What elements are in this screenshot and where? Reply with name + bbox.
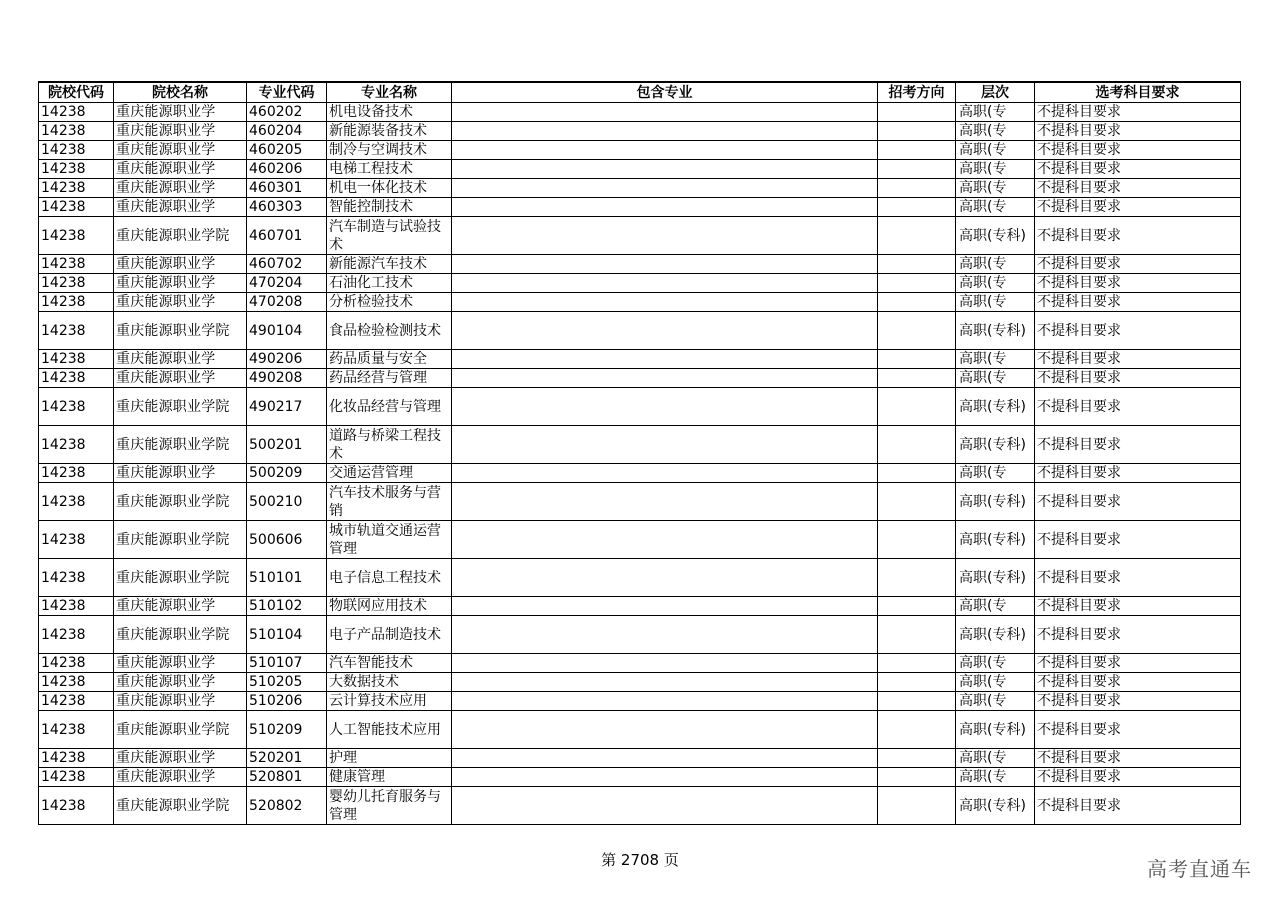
cell-included-majors [452,749,878,768]
cell-school-code: 14238 [39,521,114,559]
cell-major-code: 460206 [247,160,327,179]
cell-included-majors [452,673,878,692]
cell-major-code: 520801 [247,768,327,787]
cell-included-majors [452,217,878,255]
cell-major-code: 460204 [247,122,327,141]
cell-level: 高职(专 [956,369,1035,388]
cell-direction [878,141,956,160]
cell-subject-requirement: 不提科目要求 [1035,160,1241,179]
table-row [39,122,1241,141]
cell-subject-requirement: 不提科目要求 [1035,768,1241,787]
cell-school-code: 14238 [39,426,114,464]
table-row [39,255,1241,274]
cell-school-name: 重庆能源职业学 [114,692,247,711]
cell-included-majors [452,521,878,559]
table-row [39,312,1241,350]
cell-included-majors [452,654,878,673]
cell-major-name: 汽车技术服务与营销 [327,483,452,521]
cell-school-name: 重庆能源职业学 [114,274,247,293]
cell-level: 高职(专科) [956,426,1035,464]
cell-included-majors [452,483,878,521]
cell-school-name: 重庆能源职业学院 [114,217,247,255]
cell-direction [878,616,956,654]
table-row [39,160,1241,179]
cell-subject-requirement: 不提科目要求 [1035,597,1241,616]
cell-school-name: 重庆能源职业学 [114,141,247,160]
cell-subject-requirement: 不提科目要求 [1035,103,1241,122]
cell-subject-requirement: 不提科目要求 [1035,369,1241,388]
cell-subject-requirement: 不提科目要求 [1035,217,1241,255]
cell-direction [878,711,956,749]
cell-level: 高职(专 [956,768,1035,787]
cell-included-majors [452,597,878,616]
cell-major-code: 510102 [247,597,327,616]
cell-subject-requirement: 不提科目要求 [1035,388,1241,426]
cell-included-majors [452,293,878,312]
cell-school-code: 14238 [39,179,114,198]
cell-major-name: 道路与桥梁工程技术 [327,426,452,464]
cell-major-code: 490206 [247,350,327,369]
cell-school-code: 14238 [39,160,114,179]
cell-major-code: 500209 [247,464,327,483]
header-school-code: 院校代码 [39,82,114,103]
table-row [39,103,1241,122]
cell-level: 高职(专 [956,293,1035,312]
cell-major-name: 人工智能技术应用 [327,711,452,749]
header-direction: 招考方向 [878,82,956,103]
cell-subject-requirement: 不提科目要求 [1035,692,1241,711]
cell-major-code: 460205 [247,141,327,160]
table-row [39,787,1241,825]
cell-school-name: 重庆能源职业学院 [114,426,247,464]
cell-major-name: 婴幼儿托育服务与管理 [327,787,452,825]
cell-major-code: 460701 [247,217,327,255]
table-row [39,692,1241,711]
cell-school-code: 14238 [39,103,114,122]
table-row [39,141,1241,160]
cell-direction [878,464,956,483]
cell-major-code: 500201 [247,426,327,464]
cell-included-majors [452,122,878,141]
cell-major-code: 500606 [247,521,327,559]
cell-school-name: 重庆能源职业学 [114,749,247,768]
cell-subject-requirement: 不提科目要求 [1035,350,1241,369]
cell-school-name: 重庆能源职业学 [114,103,247,122]
cell-level: 高职(专 [956,103,1035,122]
cell-school-name: 重庆能源职业学 [114,122,247,141]
cell-level: 高职(专 [956,350,1035,369]
cell-school-name: 重庆能源职业学 [114,160,247,179]
cell-level: 高职(专 [956,749,1035,768]
header-row [39,82,1241,103]
cell-included-majors [452,426,878,464]
cell-school-name: 重庆能源职业学 [114,255,247,274]
cell-major-code: 470204 [247,274,327,293]
cell-direction [878,559,956,597]
cell-school-code: 14238 [39,711,114,749]
cell-school-code: 14238 [39,312,114,350]
cell-school-code: 14238 [39,198,114,217]
cell-major-code: 510205 [247,673,327,692]
cell-level: 高职(专 [956,179,1035,198]
cell-subject-requirement: 不提科目要求 [1035,749,1241,768]
cell-direction [878,255,956,274]
cell-subject-requirement: 不提科目要求 [1035,673,1241,692]
cell-level: 高职(专科) [956,521,1035,559]
cell-major-name: 食品检验检测技术 [327,312,452,350]
cell-direction [878,787,956,825]
table-row [39,217,1241,255]
cell-level: 高职(专科) [956,559,1035,597]
table-row [39,350,1241,369]
cell-school-code: 14238 [39,616,114,654]
cell-school-name: 重庆能源职业学院 [114,616,247,654]
cell-level: 高职(专 [956,673,1035,692]
table-row [39,369,1241,388]
cell-major-name: 机电设备技术 [327,103,452,122]
cell-direction [878,122,956,141]
cell-school-name: 重庆能源职业学 [114,654,247,673]
cell-school-code: 14238 [39,369,114,388]
cell-major-code: 490104 [247,312,327,350]
cell-direction [878,198,956,217]
table-row [39,521,1241,559]
cell-included-majors [452,787,878,825]
cell-major-code: 510101 [247,559,327,597]
cell-major-code: 510209 [247,711,327,749]
page-number: 第 2708 页 [601,851,679,869]
cell-school-name: 重庆能源职业学 [114,768,247,787]
cell-major-code: 470208 [247,293,327,312]
cell-major-code: 490208 [247,369,327,388]
cell-school-code: 14238 [39,597,114,616]
cell-direction [878,103,956,122]
cell-major-code: 510107 [247,654,327,673]
cell-level: 高职(专 [956,255,1035,274]
cell-school-code: 14238 [39,464,114,483]
cell-subject-requirement: 不提科目要求 [1035,198,1241,217]
cell-included-majors [452,350,878,369]
cell-level: 高职(专科) [956,312,1035,350]
header-included-majors: 包含专业 [452,82,878,103]
cell-major-name: 制冷与空调技术 [327,141,452,160]
table-row [39,654,1241,673]
table-row [39,388,1241,426]
cell-major-code: 510104 [247,616,327,654]
cell-school-code: 14238 [39,768,114,787]
cell-subject-requirement: 不提科目要求 [1035,141,1241,160]
cell-major-name: 大数据技术 [327,673,452,692]
cell-level: 高职(专科) [956,483,1035,521]
cell-major-code: 490217 [247,388,327,426]
cell-school-code: 14238 [39,255,114,274]
cell-direction [878,274,956,293]
cell-subject-requirement: 不提科目要求 [1035,787,1241,825]
cell-direction [878,597,956,616]
cell-direction [878,654,956,673]
header-major-code: 专业代码 [247,82,327,103]
cell-subject-requirement: 不提科目要求 [1035,255,1241,274]
cell-level: 高职(专科) [956,388,1035,426]
cell-subject-requirement: 不提科目要求 [1035,293,1241,312]
table-row [39,198,1241,217]
cell-major-name: 新能源装备技术 [327,122,452,141]
cell-major-name: 健康管理 [327,768,452,787]
cell-school-code: 14238 [39,141,114,160]
cell-level: 高职(专 [956,692,1035,711]
cell-school-name: 重庆能源职业学院 [114,559,247,597]
cell-school-name: 重庆能源职业学 [114,179,247,198]
table-row [39,711,1241,749]
cell-direction [878,692,956,711]
cell-included-majors [452,274,878,293]
cell-major-name: 药品质量与安全 [327,350,452,369]
cell-level: 高职(专科) [956,616,1035,654]
table-row [39,749,1241,768]
cell-included-majors [452,711,878,749]
cell-major-name: 机电一体化技术 [327,179,452,198]
table-row [39,293,1241,312]
cell-school-name: 重庆能源职业学院 [114,388,247,426]
cell-included-majors [452,559,878,597]
cell-major-code: 460303 [247,198,327,217]
header-school-name: 院校名称 [114,82,247,103]
table-row [39,768,1241,787]
cell-subject-requirement: 不提科目要求 [1035,483,1241,521]
cell-direction [878,293,956,312]
cell-major-code: 460702 [247,255,327,274]
cell-subject-requirement: 不提科目要求 [1035,312,1241,350]
cell-major-name: 城市轨道交通运营管理 [327,521,452,559]
cell-major-name: 汽车智能技术 [327,654,452,673]
table-row [39,483,1241,521]
cell-major-name: 药品经营与管理 [327,369,452,388]
cell-school-name: 重庆能源职业学 [114,464,247,483]
table-row [39,673,1241,692]
cell-major-name: 电子产品制造技术 [327,616,452,654]
cell-school-name: 重庆能源职业学院 [114,521,247,559]
cell-direction [878,179,956,198]
cell-direction [878,749,956,768]
cell-subject-requirement: 不提科目要求 [1035,426,1241,464]
cell-school-name: 重庆能源职业学 [114,293,247,312]
cell-direction [878,483,956,521]
cell-direction [878,217,956,255]
watermark: 高考直通车 [1147,857,1252,881]
cell-subject-requirement: 不提科目要求 [1035,464,1241,483]
cell-direction [878,426,956,464]
cell-subject-requirement: 不提科目要求 [1035,711,1241,749]
cell-major-name: 电梯工程技术 [327,160,452,179]
cell-subject-requirement: 不提科目要求 [1035,274,1241,293]
cell-major-name: 智能控制技术 [327,198,452,217]
cell-school-code: 14238 [39,217,114,255]
cell-included-majors [452,388,878,426]
cell-direction [878,350,956,369]
cell-included-majors [452,312,878,350]
cell-included-majors [452,369,878,388]
cell-school-name: 重庆能源职业学 [114,673,247,692]
cell-direction [878,369,956,388]
table-row [39,559,1241,597]
cell-included-majors [452,160,878,179]
cell-direction [878,160,956,179]
cell-level: 高职(专 [956,464,1035,483]
table-row [39,274,1241,293]
table-row [39,616,1241,654]
cell-school-code: 14238 [39,388,114,426]
cell-major-code: 520802 [247,787,327,825]
cell-level: 高职(专 [956,141,1035,160]
cell-subject-requirement: 不提科目要求 [1035,122,1241,141]
cell-level: 高职(专 [956,198,1035,217]
cell-level: 高职(专 [956,122,1035,141]
cell-level: 高职(专科) [956,787,1035,825]
cell-included-majors [452,103,878,122]
table-row [39,179,1241,198]
cell-major-name: 交通运营管理 [327,464,452,483]
cell-school-code: 14238 [39,692,114,711]
cell-subject-requirement: 不提科目要求 [1035,521,1241,559]
cell-major-code: 520201 [247,749,327,768]
cell-major-name: 云计算技术应用 [327,692,452,711]
cell-included-majors [452,198,878,217]
cell-school-name: 重庆能源职业学 [114,597,247,616]
cell-major-name: 分析检验技术 [327,293,452,312]
cell-level: 高职(专 [956,597,1035,616]
cell-school-name: 重庆能源职业学院 [114,312,247,350]
cell-major-name: 电子信息工程技术 [327,559,452,597]
cell-direction [878,388,956,426]
cell-level: 高职(专 [956,274,1035,293]
cell-included-majors [452,768,878,787]
table-body [39,103,1241,825]
cell-included-majors [452,616,878,654]
cell-level: 高职(专科) [956,711,1035,749]
cell-major-code: 460202 [247,103,327,122]
cell-major-name: 物联网应用技术 [327,597,452,616]
cell-included-majors [452,141,878,160]
cell-major-code: 510206 [247,692,327,711]
cell-direction [878,768,956,787]
cell-major-name: 化妆品经营与管理 [327,388,452,426]
cell-subject-requirement: 不提科目要求 [1035,654,1241,673]
cell-level: 高职(专科) [956,217,1035,255]
cell-school-code: 14238 [39,274,114,293]
cell-school-code: 14238 [39,293,114,312]
header-level: 层次 [956,82,1035,103]
cell-school-name: 重庆能源职业学院 [114,483,247,521]
cell-school-name: 重庆能源职业学 [114,198,247,217]
cell-included-majors [452,255,878,274]
cell-school-code: 14238 [39,483,114,521]
cell-direction [878,521,956,559]
cell-subject-requirement: 不提科目要求 [1035,559,1241,597]
cell-level: 高职(专 [956,160,1035,179]
cell-major-name: 新能源汽车技术 [327,255,452,274]
cell-direction [878,312,956,350]
table-row [39,426,1241,464]
cell-subject-requirement: 不提科目要求 [1035,616,1241,654]
cell-school-name: 重庆能源职业学院 [114,787,247,825]
cell-major-name: 石油化工技术 [327,274,452,293]
cell-school-code: 14238 [39,559,114,597]
cell-included-majors [452,179,878,198]
cell-major-name: 汽车制造与试验技术 [327,217,452,255]
cell-level: 高职(专 [956,654,1035,673]
cell-school-name: 重庆能源职业学 [114,369,247,388]
cell-subject-requirement: 不提科目要求 [1035,179,1241,198]
table-row [39,464,1241,483]
cell-direction [878,673,956,692]
cell-school-code: 14238 [39,654,114,673]
header-subject-requirement: 选考科目要求 [1035,82,1241,103]
cell-school-code: 14238 [39,673,114,692]
admission-table [38,81,1241,825]
header-major-name: 专业名称 [327,82,452,103]
cell-included-majors [452,692,878,711]
cell-school-code: 14238 [39,350,114,369]
cell-major-code: 460301 [247,179,327,198]
cell-school-code: 14238 [39,122,114,141]
cell-school-name: 重庆能源职业学院 [114,711,247,749]
cell-included-majors [452,464,878,483]
cell-major-code: 500210 [247,483,327,521]
cell-school-code: 14238 [39,787,114,825]
cell-major-name: 护理 [327,749,452,768]
cell-school-code: 14238 [39,749,114,768]
cell-school-name: 重庆能源职业学 [114,350,247,369]
table-row [39,597,1241,616]
